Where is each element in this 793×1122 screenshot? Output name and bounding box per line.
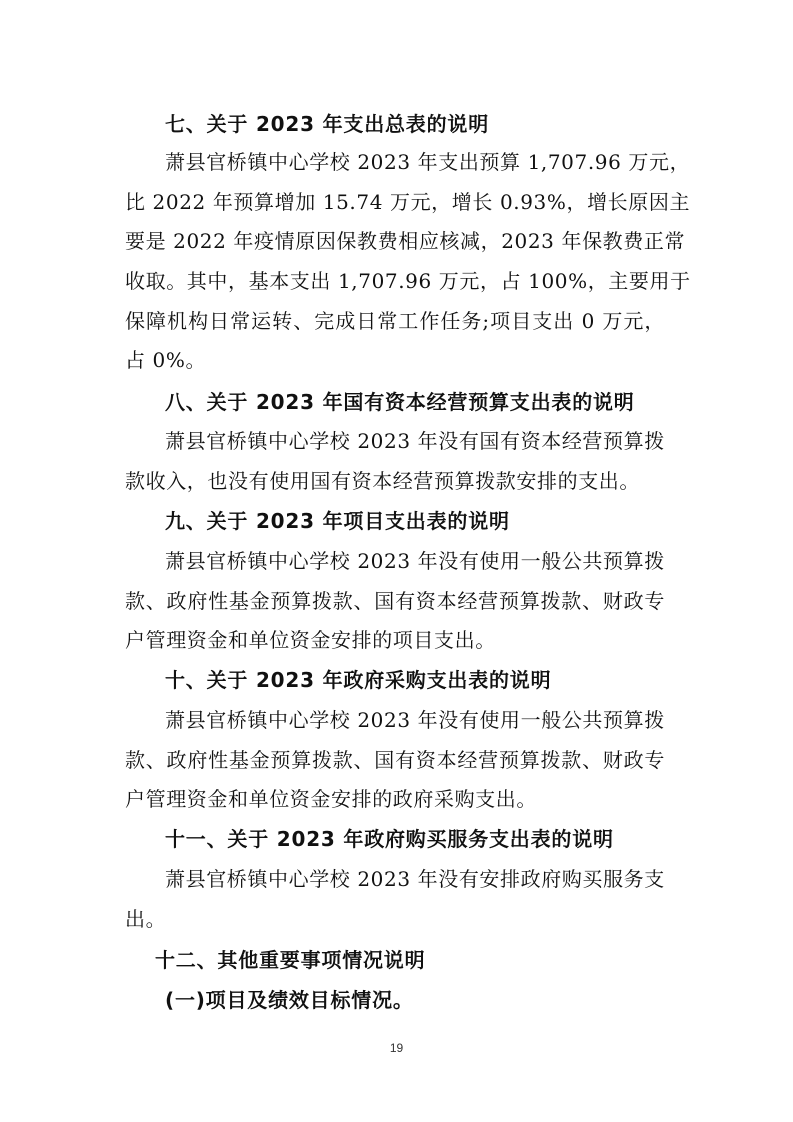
section-12-subheading: (一)项目及绩效目标情况。 (165, 988, 414, 1012)
section-7-line-4: 收取。其中，基本支出 1,707.96 万元，占 100%，主要用于 (125, 269, 691, 293)
section-7-line-6: 占 0%。 (125, 348, 207, 372)
section-9-line-1: 萧县官桥镇中心学校 2023 年没有使用一般公共预算拨 (165, 549, 665, 573)
section-7-line-3: 要是 2022 年疫情原因保教费相应核减，2023 年保教费正常 (125, 229, 686, 253)
section-10-line-2: 款、政府性基金预算拨款、国有资本经营预算拨款、财政专 (125, 748, 665, 772)
section-7-line-1: 萧县官桥镇中心学校 2023 年支出预算 1,707.96 万元， (165, 150, 691, 174)
section-9-line-3: 户管理资金和单位资金安排的项目支出。 (125, 628, 496, 652)
section-10-line-1: 萧县官桥镇中心学校 2023 年没有使用一般公共预算拨 (165, 708, 665, 732)
section-11-line-1: 萧县官桥镇中心学校 2023 年没有安排政府购买服务支 (165, 867, 665, 891)
section-9-heading: 九、关于 2023 年项目支出表的说明 (165, 509, 510, 533)
section-9-line-2: 款、政府性基金预算拨款、国有资本经营预算拨款、财政专 (125, 589, 665, 613)
page-number: 19 (389, 1041, 404, 1055)
section-7-line-5: 保障机构日常运转、完成日常工作任务;项目支出 0 万元， (125, 309, 665, 333)
section-10-heading: 十、关于 2023 年政府采购支出表的说明 (165, 668, 552, 692)
section-11-line-2: 出。 (125, 907, 167, 931)
section-7-line-2: 比 2022 年预算增加 15.74 万元，增长 0.93%，增长原因主 (125, 190, 691, 214)
section-8-heading: 八、关于 2023 年国有资本经营预算支出表的说明 (165, 390, 635, 414)
section-10-line-3: 户管理资金和单位资金安排的政府采购支出。 (125, 787, 537, 811)
section-7-heading: 七、关于 2023 年支出总表的说明 (165, 112, 489, 136)
section-11-heading: 十一、关于 2023 年政府购买服务支出表的说明 (165, 827, 614, 851)
section-8-line-2: 款收入，也没有使用国有资本经营预算拨款安排的支出。 (125, 469, 640, 493)
section-12-heading: 十二、其他重要事项情况说明 (155, 948, 426, 972)
section-8-line-1: 萧县官桥镇中心学校 2023 年没有国有资本经营预算拨 (165, 429, 665, 453)
